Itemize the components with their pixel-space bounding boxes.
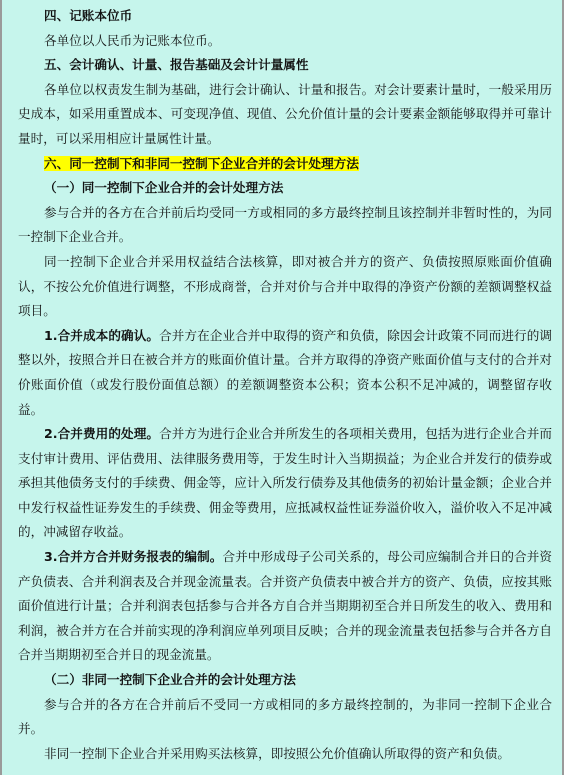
item-2-paragraph <box>18 422 552 545</box>
section-5-text: 各单位以权责发生制为基础，进行会计确认、计量和报告。对会计要素计量时，一般采用历史成本，如采用重置成本、可变现净值、现值、公允价值计量的会计要素金额能够取得并可靠计量时，可以采用相应计量属性计量。 <box>18 81 552 146</box>
subsection-6-1-paragraph-1: 参与合并的各方在合并前后均受同一方或相同的多方最终控制且该控制并非暂时性的，为同一控制下企业合并。 <box>18 204 552 245</box>
section-4-text: 各单位以人民币为记账本位币。 <box>44 32 221 48</box>
item-2-text: 合并方为进行企业合并所发生的各项相关费用，包括为进行企业合并而支付审计费用、评估费用、法律服务费用等，于发生时计入当期损益；为企业合并发行的债券或承担其他债务支付的手续费、佣金等，应计入所发行债券及其他债务的初始计量金额；企业合并中发行权益性证券发生的手续费、佣金等费用，应抵减权益性证券溢价收入，溢价收入不足冲减的，冲减留存收益。 <box>18 426 552 540</box>
item-1-text: 合并方在企业合并中取得的资产和负债，除因会计政策不同而进行的调整以外，按照合并日在被合并方的账面价值计量。合并方取得的净资产账面价值与支付的合并对价账面价值（或发行股份面值总额）的差额调整资本公积；资本公积不足冲减的，调整留存收益。 <box>18 327 552 417</box>
item-2-lead: 2.合并费用的处理。 <box>44 426 160 442</box>
subsection-6-2-heading: （二）非同一控制下企业合并的会计处理方法 <box>44 672 296 688</box>
item-3-text: 合并中形成母子公司关系的，母公司应编制合并日的合并资产负债表、合并利润表及合并现金流量表。合并资产负债表中被合并方的资产、负债，应按其账面价值进行计量；合并利润表包括参与合并各方自合并当期期初至合并日所发生的收入、费用和利润，被合并方在合并前实现的净利润应单列项目反映；合并的现金流量表包括参与合并各方自合并当期期初至合并日的现金流量。 <box>18 549 552 663</box>
document-body <box>18 4 552 766</box>
item-3-paragraph <box>18 545 552 668</box>
subsection-6-1-heading: （一）同一控制下企业合并的会计处理方法 <box>44 180 284 196</box>
subsection-6-2-paragraph-1: 参与合并的各方在合并前后不受同一方或相同的多方最终控制的，为非同一控制下企业合并。 <box>18 696 552 737</box>
item-1-lead: 1.合并成本的确认。 <box>44 327 160 343</box>
section-5-heading: 五、会计确认、计量、报告基础及会计计量属性 <box>44 57 309 73</box>
subsection-6-2-paragraph-2: 非同一控制下企业合并采用购买法核算，即按照公允价值确认所取得的资产和负债。 <box>44 745 510 761</box>
item-3-lead: 3.合并方合并财务报表的编制。 <box>44 549 223 565</box>
subsection-6-1-paragraph-2: 同一控制下企业合并采用权益结合法核算，即对被合并方的资产、负债按照原账面价值确认，不按公允价值进行调整，不形成商誉，合并对价与合并中取得的净资产份额的差额调整权益项目。 <box>18 253 552 319</box>
left-border <box>0 0 2 775</box>
item-1-paragraph <box>18 324 552 422</box>
section-6-heading <box>18 152 552 177</box>
section-4-heading: 四、记账本位币 <box>44 8 133 23</box>
section-6-heading-highlight: 六、同一控制下和非同一控制下企业合并的会计处理方法 <box>44 155 359 171</box>
